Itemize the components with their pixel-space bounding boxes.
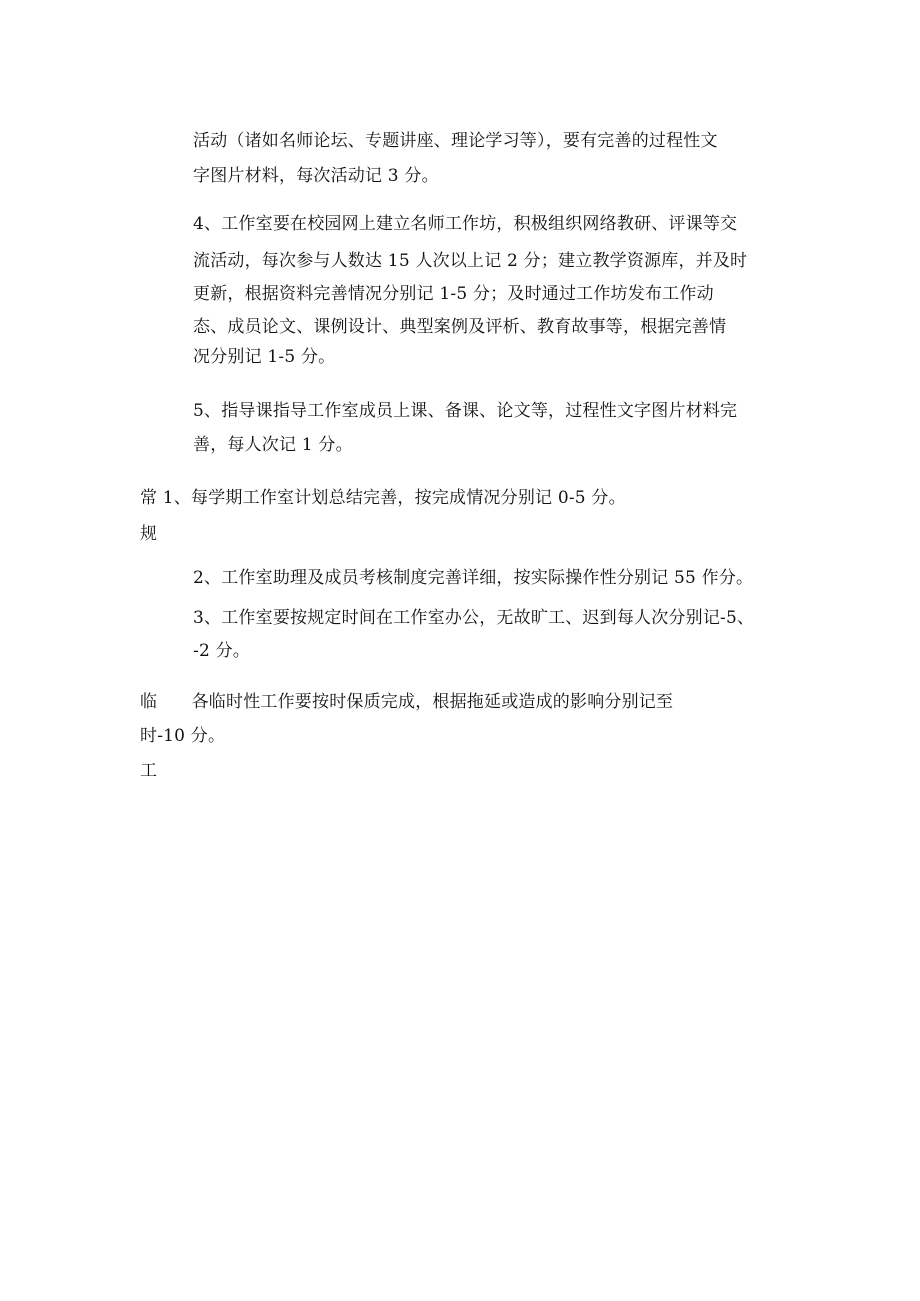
text-line: 2、工作室助理及成员考核制度完善详细，按实际操作性分别记 55 作分。 xyxy=(193,568,754,588)
text-line: 临 各临时性工作要按时保质完成，根据拖延或造成的影响分别记至 xyxy=(140,692,674,712)
text-line: 字图片材料，每次活动记 3 分。 xyxy=(193,166,439,186)
text-line: 5、指导课指导工作室成员上课、备课、论文等，过程性文字图片材料完 xyxy=(193,401,738,421)
text-line: 4、工作室要在校园网上建立名师工作坊，积极组织网络教研、评课等交 xyxy=(193,214,738,234)
text-line: 况分别记 1-5 分。 xyxy=(193,347,336,367)
text-line: -2 分。 xyxy=(193,641,250,661)
text-line: 活动（诸如名师论坛、专题讲座、理论学习等），要有完善的过程性文 xyxy=(193,131,718,151)
text-line: 3、工作室要按规定时间在工作室办公，无故旷工、迟到每人次分别记-5、 xyxy=(193,608,755,628)
text-line: 规 xyxy=(140,524,158,544)
text-line: 更新，根据资料完善情况分别记 1-5 分；及时通过工作坊发布工作动 xyxy=(193,284,714,304)
text-line: 态、成员论文、课例设计、典型案例及评析、教育故事等，根据完善情 xyxy=(193,317,727,337)
text-line: 时-10 分。 xyxy=(140,726,226,746)
text-line: 善，每人次记 1 分。 xyxy=(193,435,353,455)
text-line: 工 xyxy=(140,761,158,781)
text-line: 常 1、每学期工作室计划总结完善，按完成情况分别记 0-5 分。 xyxy=(140,488,626,508)
text-line: 流活动，每次参与人数达 15 人次以上记 2 分；建立教学资源库，并及时 xyxy=(193,251,748,271)
